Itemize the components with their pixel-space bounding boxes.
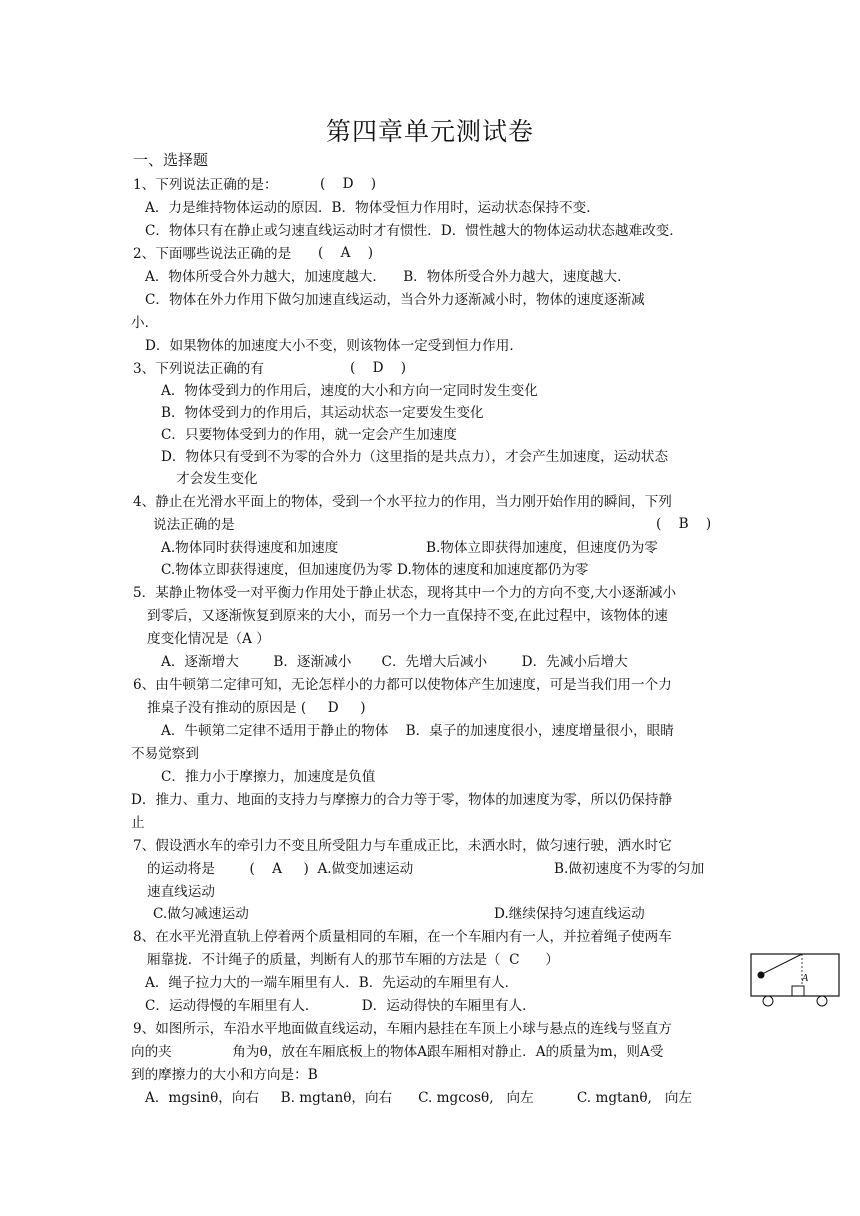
q4-answer: ( B ) <box>656 516 712 532</box>
q3-option-line: D．物体只有受到不为零的合外力（这里指的是共点力），才会产生加速度，运动状态 <box>161 449 669 465</box>
q6-stem: 6、由牛顿第二定律可知，无论怎样小的力都可以使物体产生加速度，可是当我们用一个力 <box>133 677 672 693</box>
q2-option-line: C．物体在外力作用下做匀加速直线运动，当合外力逐渐减小时，物体的速度逐渐减 <box>145 292 645 308</box>
q8-stem: 8、在水平光滑直轨上停着两个质量相同的车厢，在一个车厢内有一人，并拉着绳子使两车 <box>133 929 672 945</box>
q4-stem: 说法正确的是 <box>153 517 235 533</box>
q5-stem: 5．某静止物体受一对平衡力作用处于静止状态，现将其中一个力的方向不变,大小逐渐减小 <box>133 585 677 601</box>
hanging-ball <box>758 972 765 979</box>
q5-option-line: A．逐渐增大 B．逐渐减小 C．先增大后减小 D．先减小后增大 <box>161 654 628 670</box>
q1-option-line: A．力是维持物体运动的原因．B．物体受恒力作用时，运动状态保持不变． <box>145 200 600 216</box>
q2-option-line: A．物体所受合外力越大，加速度越大． B．物体所受合外力越大，速度越大． <box>145 269 631 285</box>
q4-stem: 4、静止在光滑水平面上的物体，受到一个水平拉力的作用，当力刚开始作用的瞬间，下列 <box>133 494 672 510</box>
q2-option-line: 小． <box>131 315 159 331</box>
block-a <box>792 986 804 996</box>
q2-option-line: D．如果物体的加速度大小不变，则该物体一定受到恒力作用． <box>145 338 523 354</box>
q1-stem: 1、下列说法正确的是： <box>133 177 278 193</box>
q1-option-line: C．物体只有在静止或匀速直线运动时才有惯性．D．惯性越大的物体运动状态越难改变． <box>145 223 683 239</box>
q6-option-line: C．推力小于摩擦力，加速度是负值 <box>161 769 376 785</box>
q8-option-line: A．绳子拉力大的一端车厢里有人．B．先运动的车厢里有人． <box>145 975 519 991</box>
q5-stem: 度变化情况是（A ） <box>147 631 270 647</box>
q4-option-line: C.物体立即获得速度，但加速度仍为零 D.物体的速度和加速度都仍为零 <box>161 562 589 578</box>
q9-stem: 向的夹 角为θ，放在车厢底板上的物体A跟车厢相对静止．A的质量为m，则A受 <box>131 1044 664 1060</box>
q3-option-line: A．物体受到力的作用后，速度的大小和方向一定同时发生变化 <box>161 383 538 399</box>
q9-stem: 到的摩擦力的大小和方向是：B <box>131 1067 318 1083</box>
q2-stem: 2、下面哪些说法正确的是 <box>133 246 292 262</box>
q6-option-line: 止 <box>131 815 145 831</box>
q7-option-line: D.继续保持匀速直线运动 <box>494 906 645 922</box>
q6-option-line: D．推力、重力、地面的支持力与摩擦力的合力等于零，物体的加速度为零，所以仍保持静 <box>131 792 673 808</box>
q3-stem: 3、下列说法正确的有 <box>133 361 264 377</box>
block-a-label: A <box>802 973 809 984</box>
q4-option-line: B.物体立即获得加速度，但速度仍为零 <box>426 540 658 556</box>
q3-option-line: 才会发生变化 <box>176 471 258 487</box>
q4-option-line: A.物体同时获得速度和加速度 <box>161 540 339 556</box>
q5-stem: 到零后，又逐渐恢复到原来的大小，而另一个力一直保持不变,在此过程中，该物体的速 <box>147 608 668 624</box>
q3-answer: ( D ) <box>350 360 407 376</box>
cart-figure <box>750 950 842 1012</box>
q3-option-line: C．只要物体受到力的作用，就一定会产生加速度 <box>161 427 457 443</box>
q6-option-line: A．牛顿第二定律不适用于静止的物体 B．桌子的加速度很小，速度增量很小，眼睛 <box>161 723 674 739</box>
q8-option-line: C．运动得慢的车厢里有人． D．运动得快的车厢里有人． <box>145 998 536 1014</box>
q9-option-line: A．mgsinθ，向右 B. mgtanθ，向右 C. mgcosθ, 向左 C. mgtanθ, 向左 <box>145 1090 693 1106</box>
page-title: 第四章单元测试卷 <box>325 117 534 146</box>
q9-stem: 9、如图所示，车沿水平地面做直线运动，车厢内悬挂在车顶上小球与悬点的连线与竖直方 <box>133 1021 672 1037</box>
q1-answer: ( D ) <box>320 176 377 192</box>
q6-stem: 推桌子没有推动的原因是 ( D ) <box>147 700 366 716</box>
q2-answer: ( A ) <box>318 245 373 261</box>
q7-stem: 的运动将是 ( A ) A.做变加速运动 <box>147 861 414 877</box>
q6-option-line: 不易觉察到 <box>131 746 199 762</box>
hanging-string <box>762 954 802 974</box>
q7-stem: 速直线运动 <box>147 884 215 900</box>
q7-stem: 7、假设洒水车的牵引力不变且所受阻力与车重成正比，未洒水时，做匀速行驶，洒水时它 <box>133 838 672 854</box>
left-wheel <box>763 996 773 1006</box>
q7-option-line: C.做匀减速运动 <box>153 906 249 922</box>
q8-stem: 厢靠拢．不计绳子的质量，判断有人的那节车厢的方法是（ C ） <box>147 952 559 968</box>
section-heading: 一、选择题 <box>133 151 209 169</box>
right-wheel <box>817 996 827 1006</box>
q7-option-line: B.做初速度不为零的匀加 <box>554 861 705 877</box>
q3-option-line: B．物体受到力的作用后，其运动状态一定要发生变化 <box>161 405 484 421</box>
